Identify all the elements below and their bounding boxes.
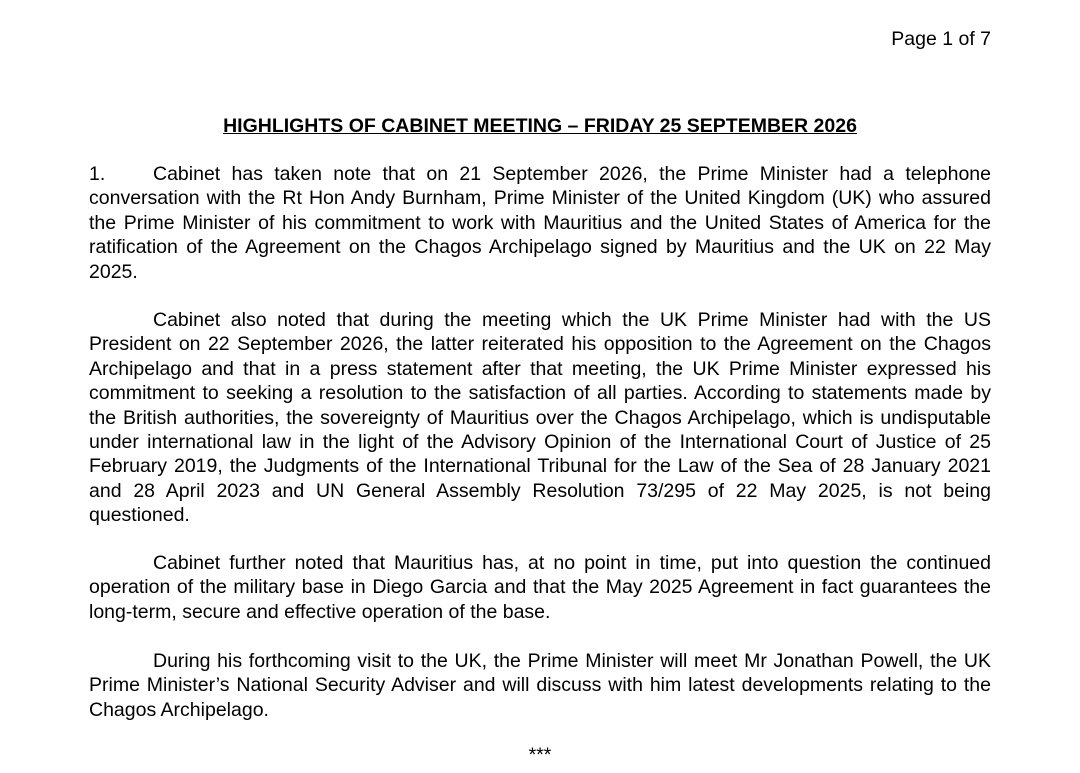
- end-of-section-mark: ***: [528, 744, 552, 766]
- paragraph-1: [89, 162, 991, 284]
- paragraph-2: [89, 308, 991, 528]
- document-title: HIGHLIGHTS OF CABINET MEETING – FRIDAY 25 SEPTEMBER 2026: [223, 115, 857, 137]
- paragraph-number: 1.: [89, 163, 106, 185]
- paragraph-text: Cabinet has taken note that on 21 September 2026, the Prime Minister had a telephone conversation with the Rt Hon Andy Burnham, Prime Minister of the United Kingdom (UK) who assured the Prime Minister of his commitment to work with Mauritius and the United States of America for the ratification of the Agreement on the Chagos Archipelago signed by Mauritius and the UK on 22 May 2025.: [89, 163, 991, 283]
- paragraph-text: During his forthcoming visit to the UK, the Prime Minister will meet Mr Jonathan Powell, the UK Prime Minister’s National Security Adviser and will discuss with him latest developments relating to the Chagos Archipelago.: [89, 650, 991, 721]
- paragraph-text: Cabinet also noted that during the meeting which the UK Prime Minister had with the US President on 22 September 2026, the latter reiterated his opposition to the Agreement on the Chagos Archipelago and that in a press statement after that meeting, the UK Prime Minister expressed his commitment to seeking a resolution to the satisfaction of all parties. According to statements made by the British authorities, the sovereignty of Mauritius over the Chagos Archipelago, which is undisputable under international law in the light of the Advisory Opinion of the International Court of Justice of 25 February 2019, the Judgments of the International Tribunal for the Law of the Sea of 28 January 2021 and 28 April 2023 and UN General Assembly Resolution 73/295 of 22 May 2025, is not being questioned.: [89, 309, 991, 527]
- paragraph-text: Cabinet further noted that Mauritius has, at no point in time, put into question the continued operation of the military base in Diego Garcia and that the May 2025 Agreement in fact guarantees the long-term, secure and effective operation of the base.: [89, 552, 991, 623]
- paragraph-3: [89, 551, 991, 624]
- page-number: Page 1 of 7: [891, 28, 991, 50]
- paragraph-4: [89, 649, 991, 722]
